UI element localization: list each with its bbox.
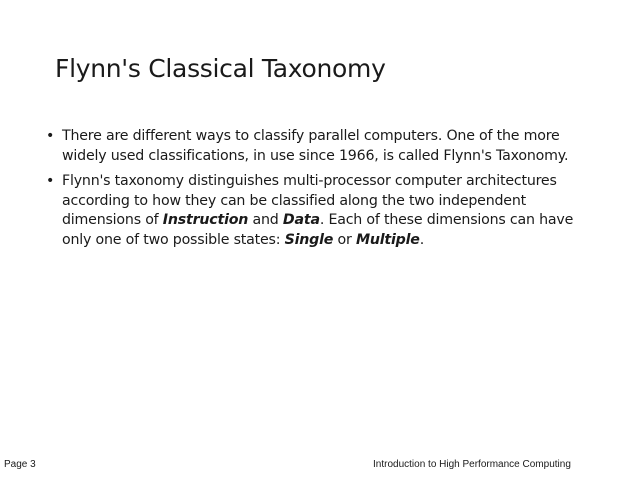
course-footer: Introduction to High Performance Computing xyxy=(373,459,571,470)
bullet-item xyxy=(44,127,584,166)
emphasis-multiple: Multiple xyxy=(355,231,420,248)
bullet-text-segment: and xyxy=(248,212,283,229)
slide-title: Flynn's Classical Taxonomy xyxy=(55,54,386,83)
bullet-dot-icon: • xyxy=(46,173,55,190)
emphasis-data: Data xyxy=(282,212,320,229)
bullet-text-segment: . Each of these dimensions can have only one of two possible states: xyxy=(62,212,574,248)
bullet-item xyxy=(44,172,584,250)
bullet-text xyxy=(62,173,573,248)
bullet-text-segment: or xyxy=(333,231,356,248)
emphasis-single: Single xyxy=(284,231,334,248)
emphasis-instruction: Instruction xyxy=(162,212,249,229)
bullet-list xyxy=(44,127,584,257)
bullet-text-segment: . xyxy=(419,231,425,248)
bullet-text-segment: Flynn's taxonomy distinguishes multi-processor computer architectures according to how they can be classified along the two independent dimensions of xyxy=(62,173,557,229)
page-number: Page 3 xyxy=(4,459,36,470)
bullet-text: There are different ways to classify parallel computers. One of the more widely used classifications, in use since 1966, is called Flynn's Taxonomy. xyxy=(62,128,569,164)
bullet-dot-icon: • xyxy=(46,128,55,144)
